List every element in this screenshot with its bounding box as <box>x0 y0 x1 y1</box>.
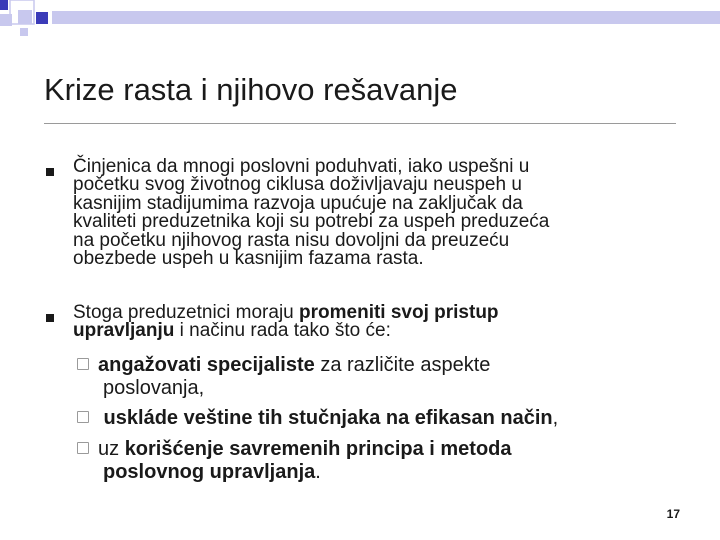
square-bullet-icon <box>46 314 54 322</box>
slide-title: Krize rasta i njihovo rešavanje <box>44 72 458 107</box>
bullet-1-line: kvaliteti preduzetnika koji su potrebi za uspeh preduzeća <box>73 211 550 233</box>
bullet-paragraph-1 <box>73 158 693 268</box>
bullet-2-text: i načinu rada tako što će: <box>174 320 391 342</box>
subitem-1-bold: angažovati specijaliste <box>98 354 315 376</box>
bullet-2-text: Stoga preduzetnici moraju <box>73 302 300 323</box>
subitem-1-continuation: poslovanja, <box>103 377 205 399</box>
checkbox-bullet-icon <box>77 358 89 370</box>
square-bullet-icon <box>46 168 54 176</box>
checkbox-bullet-icon <box>77 411 89 423</box>
bullet-1-line: kasnijim stadijumima razvoja upućuje na zaključak da <box>73 192 523 214</box>
subitem-3-bold-continuation: poslovnog upravljanja <box>103 461 316 483</box>
corner-decoration <box>0 0 720 40</box>
subitem-1-text: za različite aspekte <box>314 354 491 376</box>
checkbox-bullet-icon <box>77 442 89 454</box>
subitem-2-text: , <box>552 407 559 429</box>
bullet-2-bold: upravljanju <box>73 320 175 342</box>
bullet-1-line: Činjenica da mnogi poslovni poduhvati, iako uspešni u <box>73 156 530 177</box>
subitem-3 <box>77 438 697 484</box>
bullet-paragraph-2 <box>73 304 693 341</box>
bullet-1-line: na početku njihovog rasta nisu dovoljni da preuzeću <box>73 229 510 251</box>
page-number: 17 <box>666 507 680 521</box>
subitem-3-text: uz <box>98 438 125 460</box>
bullet-1-line: obezbede uspeh u kasnijim fazama rasta. <box>73 248 424 270</box>
bullet-2-bold: promeniti svoj pristup <box>299 302 499 323</box>
title-divider <box>44 123 676 124</box>
subitem-2-bold: uskláde veštine tih stučnjaka na efikasan način <box>98 407 553 429</box>
subitem-1 <box>77 354 697 400</box>
subitem-3-bold: korišćenje savremenih principa i metoda <box>124 438 512 460</box>
bullet-1-line: početku svog životnog ciklusa doživljavaju neuspeh u <box>73 174 522 196</box>
subitem-2 <box>77 407 697 430</box>
subitem-3-text-continuation: . <box>315 461 321 483</box>
